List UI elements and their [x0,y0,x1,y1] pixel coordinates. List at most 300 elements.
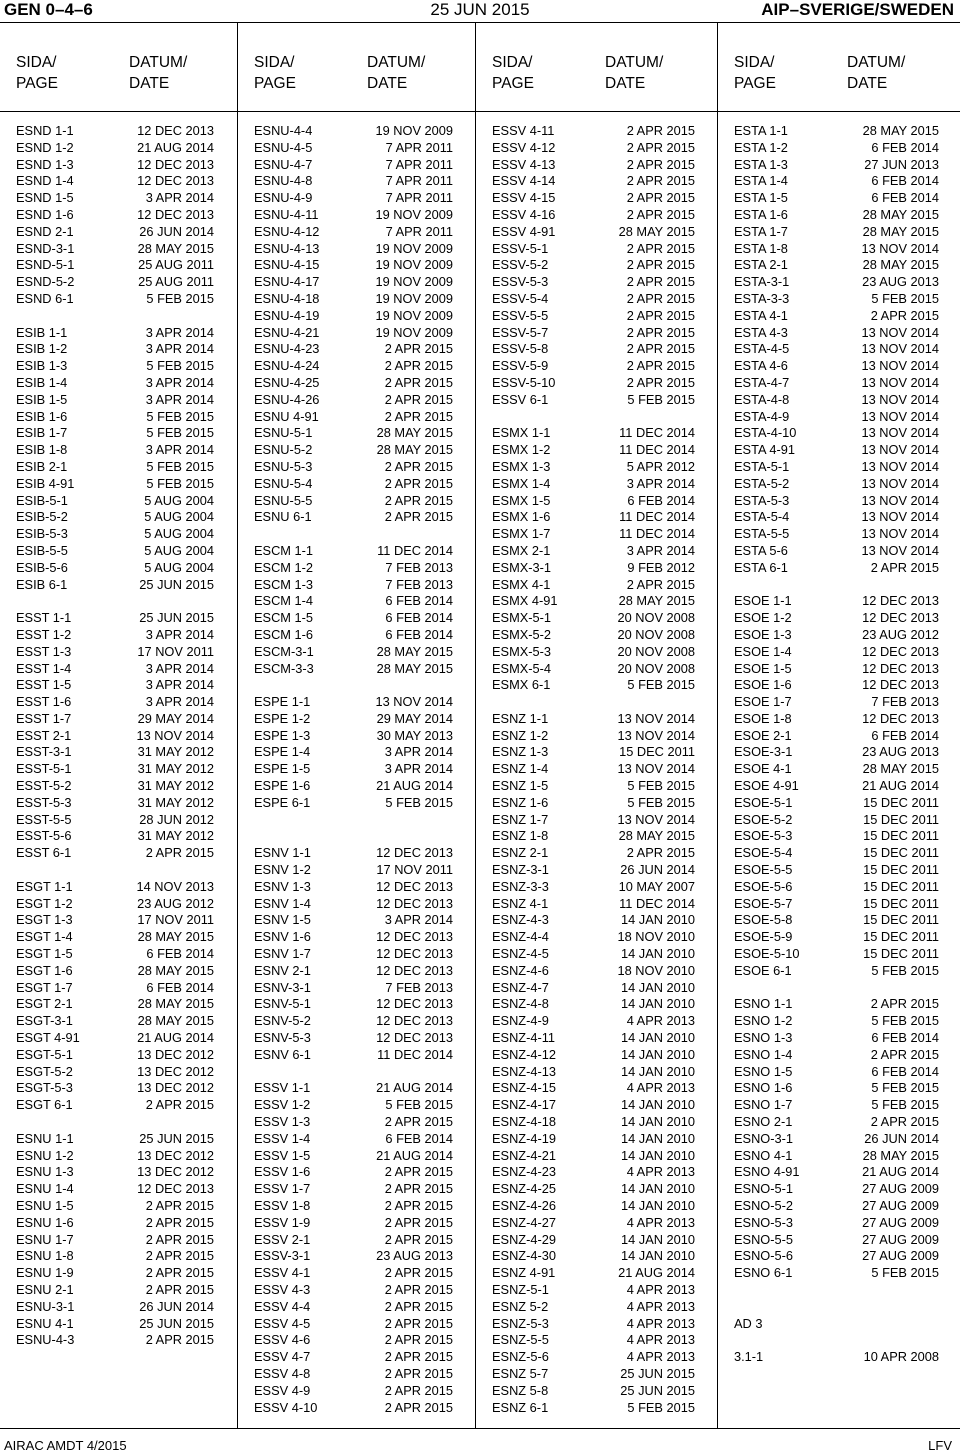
list-item [476,1097,717,1114]
list-item [238,207,475,224]
page-ref: ESOE 1-6 [734,677,792,693]
page-ref: ESSV 1-6 [254,1164,311,1180]
effective-date: 13 NOV 2014 [861,526,939,542]
list-item [0,980,236,997]
list-item [0,274,236,291]
page-ref: ESNV-5-2 [254,1013,311,1029]
effective-date: 14 JAN 2010 [621,1147,695,1163]
effective-date: 21 AUG 2014 [618,1265,695,1281]
list-item [718,1164,960,1181]
page-ref: ESTA-4-7 [734,374,790,390]
list-item [476,828,717,845]
list-item [718,1248,960,1265]
effective-date: 15 DEC 2011 [863,862,939,878]
effective-date: 2 APR 2015 [384,1365,453,1381]
page-ref: ESOE-5-2 [734,811,793,827]
page-ref: ESSV 4-16 [492,206,556,222]
effective-date: 2 APR 2015 [626,290,695,306]
effective-date: 14 JAN 2010 [621,996,695,1012]
page-ref: ESGT-5-1 [16,1046,73,1062]
effective-date: 4 APR 2013 [626,1013,695,1029]
page-ref: ESGT 1-5 [16,946,73,962]
page-ref: ESSV-5-10 [492,374,556,390]
effective-date: 26 JUN 2014 [139,1298,214,1314]
page-ref: ESNZ 6-1 [492,1399,549,1415]
effective-date: 28 MAY 2015 [618,593,695,609]
page-ref: ESOE 4-1 [734,761,792,777]
effective-date: 15 DEC 2011 [619,744,695,760]
list-item [0,946,236,963]
list-item [0,1198,236,1215]
effective-date: 7 FEB 2013 [871,694,939,710]
effective-date: 15 DEC 2011 [863,895,939,911]
list-item [476,996,717,1013]
page-ref: ESNV 1-1 [254,845,311,861]
effective-date: 15 DEC 2011 [863,811,939,827]
list-item [0,711,236,728]
effective-date: 13 NOV 2014 [375,694,453,710]
effective-date: 6 FEB 2014 [385,1130,453,1146]
list-item [238,761,475,778]
page-ref: ESNO 1-4 [734,1046,793,1062]
page-ref: ESNZ-5-5 [492,1332,549,1348]
list-item [718,291,960,308]
page-ref: ESTA 1-1 [734,123,788,138]
effective-date: 11 DEC 2014 [619,895,695,911]
page-ref: ESNZ-3-1 [492,862,549,878]
list-item [476,123,717,140]
effective-date: 26 JUN 2014 [620,862,695,878]
list-item [718,946,960,963]
effective-date: 5 FEB 2015 [146,358,214,374]
page-ref: ESNV 6-1 [254,1046,311,1062]
effective-date: 12 DEC 2013 [376,962,453,978]
effective-date: 19 NOV 2009 [375,324,453,340]
page-ref: ESSV 6-1 [492,391,549,407]
effective-date: 2 APR 2015 [626,123,695,138]
list-item [476,1198,717,1215]
page-ref: ESOE-5-7 [734,895,793,911]
list-item [238,1316,475,1333]
page-ref: ESNO 1-2 [734,1013,793,1029]
column-header [476,52,717,96]
list-item [238,476,475,493]
page-ref: ESNO-3-1 [734,1130,794,1146]
page-ref: ESST 1-4 [16,660,72,676]
page-ref: ESSV 4-3 [254,1281,311,1297]
page-ref: ESNU 1-4 [16,1181,74,1197]
effective-date: 5 FEB 2015 [385,794,453,810]
list-item [718,257,960,274]
page-ref: ESST-5-1 [16,761,72,777]
list-item [476,1248,717,1265]
list-item [238,1047,475,1064]
page-ref: ESTA-4-5 [734,341,790,357]
list-item [0,929,236,946]
list-item [0,526,236,543]
effective-date: 12 DEC 2013 [376,895,453,911]
list-item [238,795,475,812]
list-item [718,1148,960,1165]
list-item [0,593,236,610]
effective-date: 2 APR 2015 [870,559,939,575]
page-ref: ESNO-5-2 [734,1198,794,1213]
page-ref: ESGT-5-3 [16,1080,73,1096]
list-item [476,1164,717,1181]
page-ref: ESSV 4-10 [254,1399,318,1415]
effective-date: 2 APR 2015 [384,1298,453,1314]
page-ref: ESOE-5-9 [734,929,793,945]
list-item [476,1282,717,1299]
effective-date: 3 APR 2014 [145,391,214,407]
list-item [718,140,960,157]
effective-date: 13 NOV 2014 [861,458,939,474]
list-item [476,224,717,241]
page-ref: ESOE-5-6 [734,878,793,894]
page-ref: ESNO 1-1 [734,996,793,1012]
page-ref: ESTA 1-6 [734,206,788,222]
effective-date: 15 DEC 2011 [863,946,939,962]
amendment-id: AIRAC AMDT 4/2015 [4,1438,127,1453]
page-ref: ESPE 1-6 [254,778,311,794]
list-item [718,392,960,409]
page-ref: ESSV-5-3 [492,274,549,290]
page-ref: ESMX 4-91 [492,593,558,609]
list-item [238,661,475,678]
page-ref: ESNZ-5-1 [492,1281,549,1297]
list-item [238,140,475,157]
effective-date: 15 DEC 2011 [863,878,939,894]
effective-date: 28 JUN 2012 [139,811,214,827]
list-item [718,1080,960,1097]
page-ref: ESOE-5-5 [734,862,793,878]
list-item [718,1282,960,1299]
effective-date: 13 NOV 2014 [617,761,695,777]
effective-date: 14 JAN 2010 [621,979,695,995]
list-item [476,627,717,644]
effective-date: 2 APR 2015 [145,1281,214,1297]
list-item [238,728,475,745]
list-item [476,1299,717,1316]
list-item [476,644,717,661]
page-ref: ESOE-5-8 [734,912,793,928]
effective-date: 12 DEC 2013 [862,677,939,693]
page-ref: ESOE 1-1 [734,593,792,609]
page-ref: ESND 2-1 [16,223,74,239]
effective-date: 27 AUG 2009 [862,1181,939,1197]
effective-date: 3 APR 2014 [384,761,453,777]
page-heading: SIDA/ PAGE [254,54,296,92]
list-item [476,1383,717,1400]
list-item [476,274,717,291]
effective-date: 21 AUG 2014 [137,1030,214,1046]
page-ref: ESNU 1-6 [16,1214,74,1230]
list-item [718,761,960,778]
effective-date: 12 DEC 2013 [137,156,214,172]
effective-date: 6 FEB 2014 [627,492,695,508]
page-ref: ESNU 1-7 [16,1231,74,1247]
page-ref: ESTA 4-3 [734,324,788,340]
page-ref: ESTA 5-6 [734,542,788,558]
date-heading: DATUM/ DATE [367,54,426,92]
effective-date: 6 FEB 2014 [385,610,453,626]
effective-date: 2 APR 2015 [384,458,453,474]
effective-date: 23 AUG 2012 [862,626,939,642]
effective-date: 4 APR 2013 [626,1214,695,1230]
page-ref: ESNZ-4-27 [492,1214,557,1230]
page-ref: ESNU-5-4 [254,475,313,491]
effective-date: 2 APR 2015 [870,996,939,1012]
effective-date: 5 FEB 2015 [146,458,214,474]
effective-date: 5 AUG 2004 [144,542,214,558]
list-item [0,661,236,678]
list-item [0,963,236,980]
list-item [476,543,717,560]
page-ref: ESNU 4-1 [16,1315,74,1331]
effective-date: 5 FEB 2015 [871,1097,939,1113]
page-ref: ESNU-4-23 [254,341,320,357]
list-item [718,341,960,358]
effective-date: 15 DEC 2011 [863,828,939,844]
page-ref: ESIB 1-7 [16,425,68,441]
page-ref: ESND-5-1 [16,257,75,273]
page-ref: ESNO-5-3 [734,1214,794,1230]
list-item [0,644,236,661]
list-item [718,241,960,258]
effective-date: 5 AUG 2004 [144,559,214,575]
list-item [718,577,960,594]
list-item [238,1299,475,1316]
effective-date: 9 FEB 2012 [627,559,695,575]
list-item [718,358,960,375]
list-item [718,476,960,493]
page-ref: ESSV 4-8 [254,1365,311,1381]
effective-date: 5 AUG 2004 [144,526,214,542]
list-item [476,325,717,342]
effective-date: 28 MAY 2015 [862,257,939,273]
list-item [718,912,960,929]
page-ref: ESTA-5-1 [734,458,790,474]
list-item [238,677,475,694]
list-item [476,694,717,711]
effective-date: 25 AUG 2011 [138,274,214,290]
page-ref: ESNZ-4-30 [492,1248,557,1264]
page-ref: ESCM 1-6 [254,626,314,642]
list-item [0,241,236,258]
list-item [238,358,475,375]
list-item [476,845,717,862]
page-ref: ESOE-3-1 [734,744,793,760]
effective-date: 7 FEB 2013 [385,576,453,592]
list-item [0,1332,236,1349]
list-item [718,1265,960,1282]
effective-date: 19 NOV 2009 [375,240,453,256]
list-item [476,963,717,980]
page-ref: ESND 1-5 [16,190,74,206]
list-item [238,1265,475,1282]
list-item [0,1282,236,1299]
page-ref: ESNZ-4-15 [492,1080,557,1096]
page-ref: ESNV-5-1 [254,996,311,1012]
effective-date: 28 MAY 2015 [618,223,695,239]
list-item [476,173,717,190]
page-ref: ESMX 1-7 [492,526,551,542]
list-item [718,442,960,459]
page-ref: ESNZ-4-12 [492,1046,557,1062]
page-ref: ESMX-5-4 [492,660,552,676]
list-item [238,1013,475,1030]
page-ref: ESTA 1-8 [734,240,788,256]
page-ref: ESSV 4-1 [254,1265,311,1281]
list-item [238,308,475,325]
effective-date: 28 MAY 2015 [376,425,453,441]
effective-date: 21 AUG 2014 [376,1080,453,1096]
list-item [718,677,960,694]
list-item [718,1181,960,1198]
effective-date: 14 JAN 2010 [621,1198,695,1213]
list-item [0,392,236,409]
list-item [238,1131,475,1148]
page-ref: ESCM 1-5 [254,610,314,626]
list-item [476,190,717,207]
effective-date: 14 JAN 2010 [621,1097,695,1113]
list-item [0,509,236,526]
page-ref: ESMX 1-5 [492,492,551,508]
effective-date: 14 JAN 2010 [621,1030,695,1046]
list-item [238,744,475,761]
list-item [0,627,236,644]
effective-date: 12 DEC 2013 [376,996,453,1012]
list-item [476,610,717,627]
list-item [0,1164,236,1181]
effective-date: 29 MAY 2014 [137,710,214,726]
page-ref: ESNZ 5-8 [492,1382,549,1398]
column-header-rule [0,111,960,112]
effective-date: 11 DEC 2014 [619,526,695,542]
effective-date: 13 NOV 2014 [861,341,939,357]
effective-date: 13 NOV 2014 [861,324,939,340]
list-item [718,1114,960,1131]
page-ref: ESGT 6-1 [16,1097,73,1113]
page-ref: ESTA-5-4 [734,509,790,525]
effective-date: 28 MAY 2015 [862,761,939,777]
page-ref: ESNO-5-5 [734,1231,794,1247]
list-item [238,157,475,174]
list-item [718,644,960,661]
page-ref: ESMX 1-1 [492,425,551,441]
page-ref: ESIB 2-1 [16,458,68,474]
page-ref: ESNZ 1-2 [492,727,549,743]
list-item [476,442,717,459]
effective-date: 11 DEC 2014 [377,542,453,558]
list-item [0,543,236,560]
effective-date: 6 FEB 2014 [385,593,453,609]
list-item [238,778,475,795]
list-item [238,543,475,560]
header-date: 25 JUN 2015 [430,0,530,19]
effective-date: 2 APR 2015 [384,1382,453,1398]
list-item [718,1064,960,1081]
list-item [718,560,960,577]
list-item [238,1282,475,1299]
effective-date: 28 MAY 2015 [862,1147,939,1163]
page-ref: ESIB 1-5 [16,391,68,407]
date-heading: DATUM/ DATE [605,54,664,92]
list-item [718,711,960,728]
effective-date: 11 DEC 2014 [619,425,695,441]
page-ref: ESMX 2-1 [492,542,551,558]
list-item [476,140,717,157]
page-ref: ESIB 1-4 [16,374,68,390]
effective-date: 28 MAY 2015 [862,123,939,138]
effective-date: 5 AUG 2004 [144,492,214,508]
list-item [0,157,236,174]
list-item [476,929,717,946]
effective-date: 12 DEC 2013 [376,1030,453,1046]
entries-list [238,123,475,1416]
page-ref: ESSV 4-11 [492,123,555,138]
list-item [476,409,717,426]
list-item [0,728,236,745]
document-section-id: GEN 0–4–6 [4,0,93,19]
list-item [0,812,236,829]
page-ref: ESST 1-6 [16,694,72,710]
effective-date: 6 FEB 2014 [871,139,939,155]
column-header [238,52,475,96]
effective-date: 2 APR 2015 [384,1265,453,1281]
list-item [238,425,475,442]
page-ref: ESGT 1-6 [16,962,73,978]
list-item [238,1349,475,1366]
list-item [238,560,475,577]
list-item [718,1299,960,1316]
list-item [0,610,236,627]
list-item [718,896,960,913]
list-item [0,1013,236,1030]
page-ref: ESST-3-1 [16,744,72,760]
effective-date: 13 NOV 2014 [861,408,939,424]
effective-date: 2 APR 2015 [626,341,695,357]
effective-date: 3 APR 2014 [145,341,214,357]
page-ref: ESNU-4-12 [254,223,320,239]
page-ref: ESST 6-1 [16,845,72,861]
list-item [238,627,475,644]
list-item [0,1131,236,1148]
list-item [238,812,475,829]
list-item [718,661,960,678]
list-item [718,610,960,627]
list-item [0,358,236,375]
list-item [718,1030,960,1047]
list-item [718,694,960,711]
page-ref: ESMX-5-2 [492,626,552,642]
page-ref: ESPE 1-5 [254,761,311,777]
page-ref: ESSV 2-1 [254,1231,311,1247]
list-item [476,1064,717,1081]
page-ref: ESSV-5-7 [492,324,549,340]
page-ref: ESNV 1-3 [254,878,311,894]
list-item [476,795,717,812]
page-ref: ESOE 2-1 [734,727,792,743]
page-ref: ESIB-5-2 [16,509,68,525]
list-item [238,1248,475,1265]
effective-date: 2 APR 2015 [384,1181,453,1197]
list-item [718,274,960,291]
effective-date: 2 APR 2015 [626,358,695,374]
page-ref: ESNZ 1-7 [492,811,549,827]
list-item [238,442,475,459]
list-item [238,593,475,610]
